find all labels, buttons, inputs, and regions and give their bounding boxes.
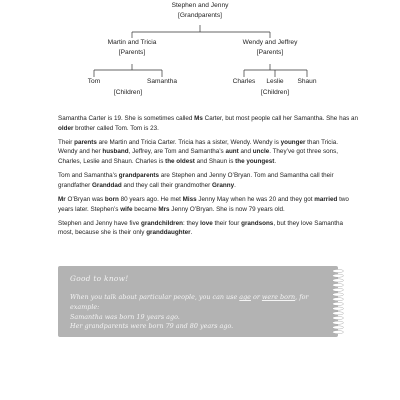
child-shaun-name: Shaun <box>297 78 317 85</box>
vocab-term: aunt <box>225 148 239 156</box>
story-text-run: . <box>274 157 277 165</box>
story-text-run: became <box>132 205 159 213</box>
story-text-run: Tom and Samantha’s <box>58 172 119 180</box>
story-paragraph <box>58 171 358 190</box>
tip-text-run: example: <box>70 303 100 311</box>
child-samantha-name: Samantha <box>146 78 178 85</box>
grandparents-role: [Grandparents] <box>178 12 222 19</box>
story-text-run: their four <box>212 219 242 227</box>
child-tom-name: Tom <box>87 78 101 85</box>
story-text-run: , Jeffrey, are Tom and Samantha’s <box>128 148 226 156</box>
spiral-ring <box>333 284 344 287</box>
vocab-term: the youngest <box>235 157 275 165</box>
story-paragraph <box>58 114 358 133</box>
story-text-run: Jenny O’Bryan. She is now 79 years old. <box>169 205 285 213</box>
vocab-term: parents <box>74 138 97 146</box>
child-shaun <box>294 77 320 87</box>
story-paragraph <box>58 138 358 167</box>
grandparents-names: Stephen and Jenny <box>171 2 229 9</box>
story-text-run: and Shaun is <box>194 157 236 165</box>
spiral-ring <box>333 288 344 291</box>
spiral-ring <box>333 326 344 329</box>
story-text-run: are Martin and Tricia Carter. Tricia has a sister, Wendy. Wendy is <box>96 138 281 146</box>
child-charles <box>229 77 259 87</box>
spiral-ring <box>333 321 344 324</box>
vocab-term: Mr <box>58 195 66 203</box>
vocab-term: Mrs <box>158 205 170 213</box>
story-text-run: O’Bryan was <box>65 195 105 203</box>
vocab-term: married <box>314 195 338 203</box>
tip-keyword: were born <box>261 293 296 301</box>
story-text-run: than Tricia. Wendy and her <box>58 138 338 156</box>
vocab-term: grandchildren <box>140 219 183 227</box>
spiral-ring <box>333 298 344 301</box>
child-tom <box>84 77 104 87</box>
story-text-run: and they call their grandmother <box>121 181 213 189</box>
left-parents-names: Martin and Tricia <box>107 39 157 46</box>
spiral-ring <box>333 316 344 319</box>
story-text-run: , but they love Samantha most, because she is their only <box>58 219 343 237</box>
tip-text-run: When you talk about particular people, you can use <box>70 293 240 301</box>
spiral-ring <box>333 302 344 305</box>
tip-line <box>70 293 309 301</box>
vocab-term: love <box>200 219 213 227</box>
story-text-run: two years later. Stephen’s <box>58 195 349 213</box>
tip-line <box>70 313 180 321</box>
child-leslie-name: Leslie <box>266 78 284 85</box>
story-text-run: brother called Tom. Tom is 23. <box>73 124 159 132</box>
left-parents-role: [Parents] <box>118 49 146 56</box>
story-paragraph <box>58 195 358 214</box>
good-to-know-box <box>58 266 338 337</box>
story-text-run: and <box>238 148 253 156</box>
left-parents-node <box>92 38 172 58</box>
tip-text-run: Her grandparents were born 79 and 80 years ago. <box>70 322 234 330</box>
vocab-term: grandsons <box>241 219 274 227</box>
right-parents-role: [Parents] <box>256 49 284 56</box>
left-children-role-text: [Children] <box>113 89 143 96</box>
vocab-term: granddaughter <box>146 229 191 237</box>
spiral-ring <box>333 269 344 272</box>
right-parents-names: Wendy and Jeffrey <box>242 39 298 46</box>
tip-line <box>70 303 99 311</box>
vocab-term: grandparents <box>118 172 160 180</box>
story-text-run: Samantha Carter is 19. She is sometimes called <box>58 115 195 122</box>
vocab-term: husband <box>102 148 129 156</box>
child-samantha <box>142 77 182 87</box>
vocab-term: born <box>104 195 119 203</box>
story-text-run: : they <box>182 219 201 227</box>
vocab-term: wife <box>120 205 133 213</box>
child-charles-name: Charles <box>232 78 256 85</box>
spiral-ring <box>333 274 344 277</box>
spiral-ring <box>333 312 344 315</box>
grandparents-node <box>150 1 250 21</box>
good-to-know-title: Good to know! <box>70 274 129 283</box>
story-text-run: Their <box>58 138 75 146</box>
story-text-run: Stephen and Jenny have five <box>58 219 141 227</box>
vocab-term: Granddad <box>91 181 122 189</box>
spiral-ring <box>333 293 344 296</box>
tip-keyword: age <box>239 293 251 301</box>
tip-line <box>70 322 233 330</box>
story-text-run: Carter, but most people call her Samantha. She has an <box>202 115 358 122</box>
spiral-ring <box>333 307 344 310</box>
story-text-run: . They’ve got three sons, Charles, Leslie and Shaun. Charles is <box>58 148 339 165</box>
vocab-term: uncle <box>252 148 270 156</box>
story-text-run: are Stephen and Jenny O’Bryan. Tom and Samantha call their grandfather <box>58 172 334 189</box>
tip-text-run: Samantha was born 19 years ago. <box>70 313 180 321</box>
vocab-term: the oldest <box>165 157 195 165</box>
vocab-term: Miss <box>182 195 197 203</box>
spiral-ring <box>333 279 344 282</box>
vocab-term: Granny <box>212 181 235 189</box>
right-parents-node <box>226 38 314 58</box>
story-text-run: Jenny May when he was 20 and they got <box>196 195 315 203</box>
story-text-run: . <box>190 229 193 237</box>
spiral-binding-icon <box>331 268 345 335</box>
tip-text-run: or <box>250 293 262 301</box>
story-text <box>58 114 358 243</box>
vocab-term: younger <box>280 138 306 146</box>
story-paragraph <box>58 219 358 238</box>
left-children-role <box>98 88 158 98</box>
vocab-term: Ms <box>194 115 203 122</box>
story-text-run: . <box>234 181 236 189</box>
right-children-role <box>245 88 305 98</box>
family-tree <box>0 0 400 112</box>
right-children-role-text: [Children] <box>260 89 290 96</box>
story-text-run: 80 years ago. He met <box>118 195 183 203</box>
spiral-ring <box>333 331 344 334</box>
tip-text-run: , for <box>295 293 309 301</box>
child-leslie <box>262 77 288 87</box>
vocab-term: older <box>58 124 74 132</box>
